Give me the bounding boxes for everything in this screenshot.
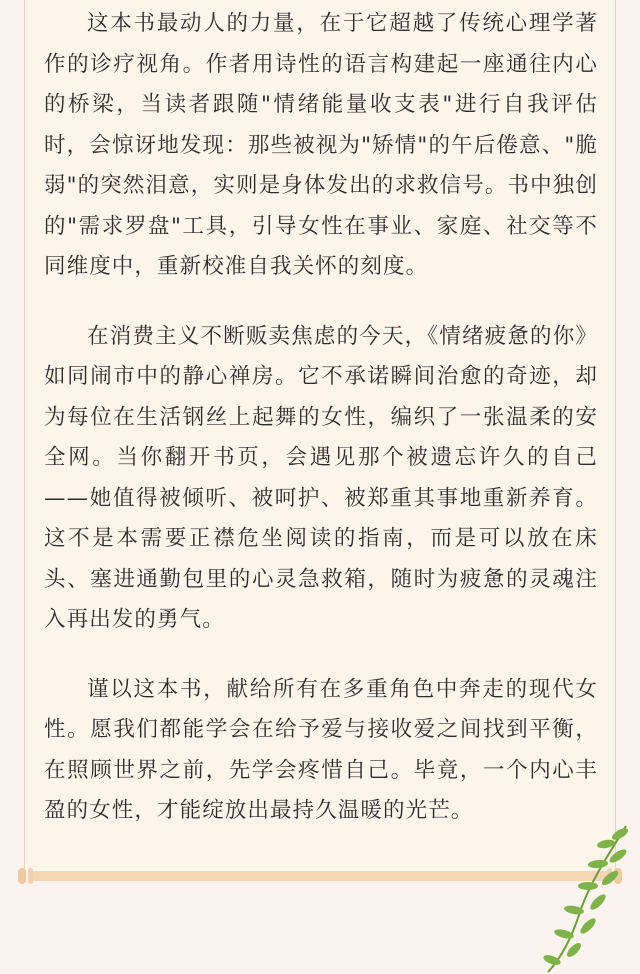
paragraph-2: 在消费主义不断贩卖焦虑的今天，《情绪疲惫的你》如同闹市中的静心禅房。它不承诺瞬间治愈的奇迹，却为每位在生活钢丝上起舞的女性，编织了一张温柔的安全网。当你翻开书页，会遇见那个被遗忘许久的自己——她值得被倾听、被呵护、被郑重其事地重新养育。这不是本需要正襟危坐阅读的指南，而是可以放在床头、塞进通勤包里的心灵急救箱，随时为疲惫的灵魂注入再出发的勇气。 (44, 323, 598, 632)
scroll-rod-icon (18, 868, 622, 884)
scroll-rod-bar (28, 871, 612, 881)
paragraph-3: 谨以这本书，献给所有在多重角色中奔走的现代女性。愿我们都能学会在给予爱与接收爱之间找到平衡，在照顾世界之前，先学会疼惜自己。毕竟，一个内心丰盈的女性，才能绽放出最持久温暖的光芒。 (44, 676, 598, 823)
paragraph-1: 这本书最动人的力量，在于它超越了传统心理学著作的诊疗视角。作者用诗性的语言构建起一座通往内心的桥梁，当读者跟随"情绪能量收支表"进行自我评估时，会惊讶地发现：那些被视为"矫情"的午后倦意、"脆弱"的突然泪意，实则是身体发出的求救信号。书中独创的"需求罗盘"工具，引导女性在事业、家庭、社交等不同维度中，重新校准自我关怀的刻度。 (44, 11, 598, 279)
article-body (44, 4, 598, 861)
leaf-vine-icon (540, 822, 640, 974)
scroll-rod-left-cap (28, 868, 33, 884)
scroll-rod-left-end (18, 868, 26, 884)
